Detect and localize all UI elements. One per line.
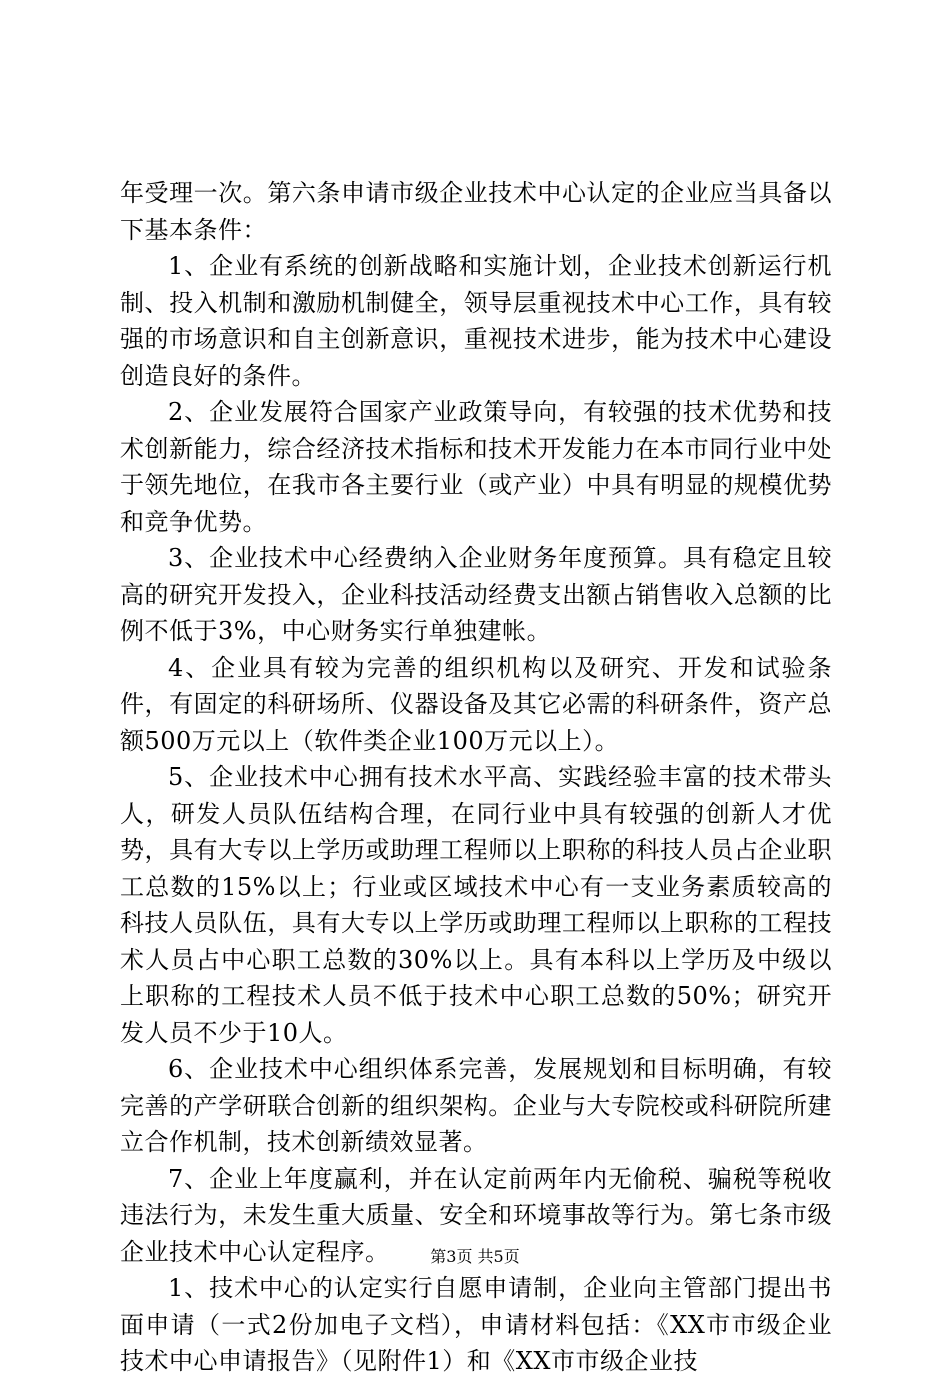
document-body	[120, 175, 832, 1380]
paragraph-7: 6、企业技术中心组织体系完善，发展规划和目标明确，有较完善的产学研联合创新的组织架构。企业与大专院校或科研院所建立合作机制，技术创新绩效显著。	[120, 1055, 832, 1156]
paragraph-5: 4、企业具有较为完善的组织机构以及研究、开发和试验条件，有固定的科研场所、仪器设备及其它必需的科研条件，资产总额500万元以上（软件类企业100万元以上）。	[120, 653, 832, 755]
paragraph-4: 3、企业技术中心经费纳入企业财务年度预算。具有稳定且较高的研究开发投入，企业科技活动经费支出额占销售收入总额的比例不低于3%，中心财务实行单独建帐。	[120, 544, 832, 645]
page-number-label: 第3页 共5页	[430, 1247, 520, 1266]
paragraph-1: 年受理一次。第六条申请市级企业技术中心认定的企业应当具备以下基本条件：	[120, 179, 832, 244]
page-footer	[0, 1247, 950, 1267]
paragraph-9: 1、技术中心的认定实行自愿申请制，企业向主管部门提出书面申请（一式2份加电子文档），申请材料包括：《XX市市级企业技术中心申请报告》（见附件1）和《XX市市级企业技	[120, 1274, 832, 1375]
paragraph-8: 7、企业上年度赢利，并在认定前两年内无偷税、骗税等税收违法行为，未发生重大质量、安全和环境事故等行为。第七条市级企业技术中心认定程序。	[120, 1164, 832, 1266]
paragraph-6: 5、企业技术中心拥有技术水平高、实践经验丰富的技术带头人，研发人员队伍结构合理，在同行业中具有较强的创新人才优势，具有大专以上学历或助理工程师以上职称的科技人员占企业职工总数的15%以上；行业或区域技术中心有一支业务素质较高的科技人员队伍，具有大专以上学历或助理工程师以上职称的工程技术人员占中心职工总数的30%以上。具有本科以上学历及中级以上职称的工程技术人员不低于技术中心职工总数的50%；研究开发人员不少于10人。	[120, 763, 832, 1047]
paragraph-2: 1、企业有系统的创新战略和实施计划，企业技术创新运行机制、投入机制和激励机制健全，领导层重视技术中心工作，具有较强的市场意识和自主创新意识，重视技术进步，能为技术中心建设创造良好的条件。	[120, 252, 832, 390]
paragraph-3: 2、企业发展符合国家产业政策导向，有较强的技术优势和技术创新能力，综合经济技术指标和技术开发能力在本市同行业中处于领先地位，在我市各主要行业（或产业）中具有明显的规模优势和竞争优势。	[120, 398, 832, 536]
